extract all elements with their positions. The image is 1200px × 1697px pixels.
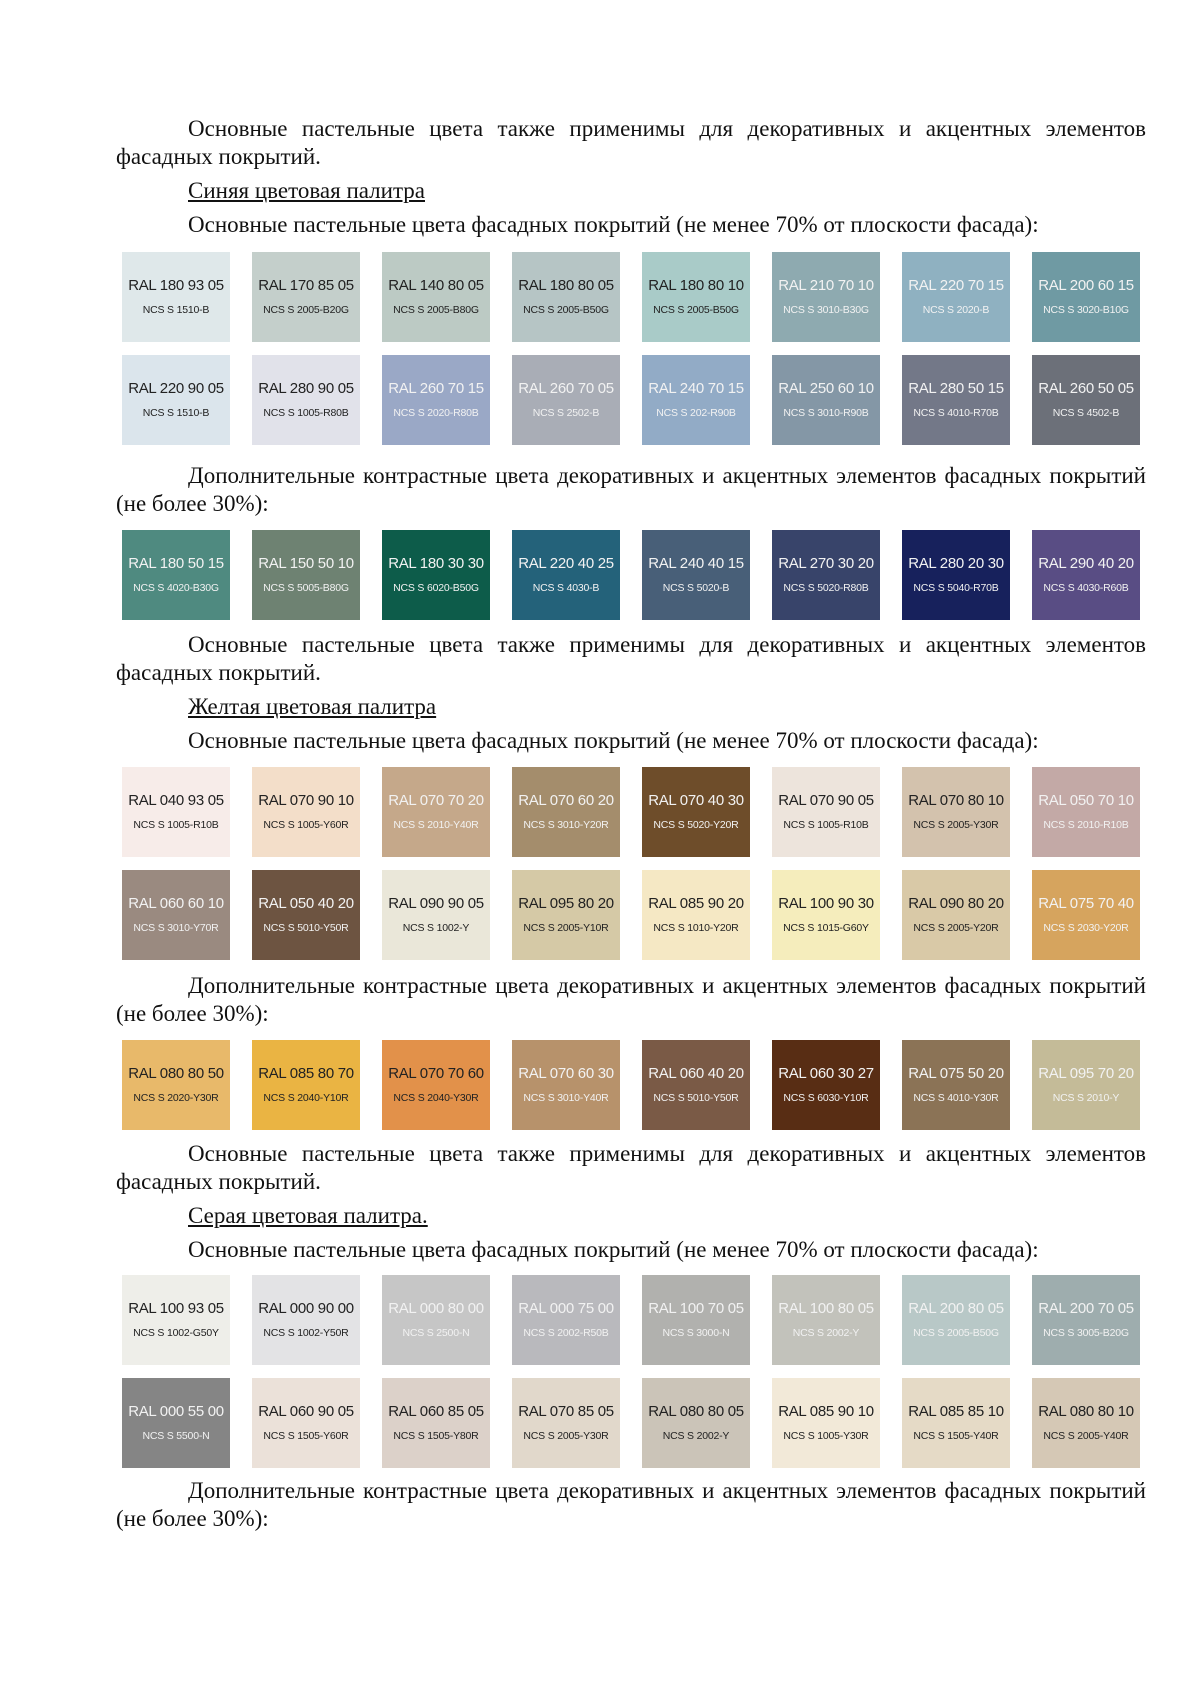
- color-swatch: [512, 1378, 620, 1468]
- swatch-ral-code: RAL 180 80 05: [518, 277, 614, 294]
- swatch-ral-code: RAL 170 85 05: [258, 277, 354, 294]
- swatch-ncs-code: NCS S 2002-Y: [662, 1430, 730, 1442]
- swatch-ral-code: RAL 210 70 10: [778, 277, 874, 294]
- swatch-row-grey-main-1: [122, 1275, 1142, 1375]
- color-swatch: [772, 1040, 880, 1130]
- swatch-ncs-code: NCS S 5010-Y50R: [263, 922, 349, 934]
- swatch-ncs-code: NCS S 6020-B50G: [393, 582, 479, 594]
- color-swatch: [772, 1378, 880, 1468]
- swatch-ncs-code: NCS S 5020-R80B: [783, 582, 869, 594]
- color-swatch: [1032, 252, 1140, 342]
- color-swatch: [512, 355, 620, 445]
- color-swatch: [512, 1040, 620, 1130]
- swatch-ral-code: RAL 080 80 10: [1038, 1403, 1134, 1420]
- swatch-ral-code: RAL 080 80 05: [648, 1403, 744, 1420]
- swatch-ncs-code: NCS S 2005-Y40R: [1043, 1430, 1129, 1442]
- swatch-ncs-code: NCS S 3010-Y40R: [523, 1092, 609, 1104]
- color-swatch: [902, 767, 1010, 857]
- swatch-ral-code: RAL 240 40 15: [648, 555, 744, 572]
- swatch-ncs-code: NCS S 1002-G50Y: [133, 1327, 219, 1339]
- swatch-ral-code: RAL 000 55 00: [128, 1403, 224, 1420]
- swatch-ral-code: RAL 100 93 05: [128, 1300, 224, 1317]
- swatch-ncs-code: NCS S 3020-B10G: [1043, 304, 1129, 316]
- color-swatch: [1032, 1378, 1140, 1468]
- swatch-ral-code: RAL 060 30 27: [778, 1065, 874, 1082]
- color-swatch: [642, 355, 750, 445]
- color-swatch: [1032, 530, 1140, 620]
- swatch-ncs-code: NCS S 3010-Y70R: [133, 922, 219, 934]
- swatch-ncs-code: NCS S 1015-G60Y: [783, 922, 869, 934]
- swatch-ncs-code: NCS S 1010-Y20R: [653, 922, 739, 934]
- swatch-ral-code: RAL 220 90 05: [128, 380, 224, 397]
- color-swatch: [252, 767, 360, 857]
- swatch-ral-code: RAL 070 40 30: [648, 792, 744, 809]
- swatch-ncs-code: NCS S 3005-B20G: [1043, 1327, 1129, 1339]
- swatch-ncs-code: NCS S 2010-Y40R: [393, 819, 479, 831]
- color-swatch: [252, 530, 360, 620]
- color-swatch: [122, 252, 230, 342]
- swatch-ncs-code: NCS S 2500-N: [402, 1327, 470, 1339]
- swatch-ral-code: RAL 060 85 05: [388, 1403, 484, 1420]
- swatch-ncs-code: NCS S 2005-Y30R: [913, 819, 999, 831]
- swatch-ral-code: RAL 075 50 20: [908, 1065, 1004, 1082]
- swatch-row-yellow-main-2: [122, 870, 1142, 970]
- swatch-ral-code: RAL 100 80 05: [778, 1300, 874, 1317]
- swatch-ncs-code: NCS S 1005-R80B: [263, 407, 349, 419]
- swatch-ncs-code: NCS S 3010-B30G: [783, 304, 869, 316]
- heading-blue-palette: Синяя цветовая палитра: [188, 178, 425, 203]
- swatch-ral-code: RAL 090 90 05: [388, 895, 484, 912]
- swatch-ral-code: RAL 040 93 05: [128, 792, 224, 809]
- swatch-ral-code: RAL 260 70 05: [518, 380, 614, 397]
- color-swatch: [902, 870, 1010, 960]
- swatch-ncs-code: NCS S 2010-R10B: [1043, 819, 1129, 831]
- swatch-ral-code: RAL 220 40 25: [518, 555, 614, 572]
- color-swatch: [772, 870, 880, 960]
- swatch-ncs-code: NCS S 1510-B: [142, 304, 210, 316]
- swatch-ral-code: RAL 070 80 10: [908, 792, 1004, 809]
- swatch-ncs-code: NCS S 4020-B30G: [133, 582, 219, 594]
- color-swatch: [642, 870, 750, 960]
- color-swatch: [252, 1040, 360, 1130]
- color-swatch: [252, 1378, 360, 1468]
- swatch-ral-code: RAL 200 80 05: [908, 1300, 1004, 1317]
- swatch-ncs-code: NCS S 2005-Y30R: [523, 1430, 609, 1442]
- paragraph-yellow-extra: Дополнительные контрастные цвета декоративных и акцентных элементов фасадных покрытий (не более 30%):: [116, 973, 1146, 1026]
- swatch-ncs-code: NCS S 2502-B: [532, 407, 600, 419]
- swatch-ncs-code: NCS S 1005-R10B: [783, 819, 869, 831]
- color-swatch: [642, 530, 750, 620]
- swatch-ral-code: RAL 280 90 05: [258, 380, 354, 397]
- swatch-ral-code: RAL 060 90 05: [258, 1403, 354, 1420]
- swatch-ral-code: RAL 260 70 15: [388, 380, 484, 397]
- swatch-ral-code: RAL 070 85 05: [518, 1403, 614, 1420]
- color-swatch: [252, 1275, 360, 1365]
- swatch-ral-code: RAL 070 90 10: [258, 792, 354, 809]
- swatch-ncs-code: NCS S 5020-Y20R: [653, 819, 739, 831]
- color-swatch: [1032, 870, 1140, 960]
- color-swatch: [382, 870, 490, 960]
- swatch-ral-code: RAL 200 60 15: [1038, 277, 1134, 294]
- color-swatch: [1032, 1275, 1140, 1365]
- swatch-ral-code: RAL 000 80 00: [388, 1300, 484, 1317]
- swatch-ncs-code: NCS S 4030-B: [532, 582, 600, 594]
- swatch-ncs-code: NCS S 5040-R70B: [913, 582, 999, 594]
- swatch-ral-code: RAL 180 80 10: [648, 277, 744, 294]
- color-swatch: [382, 1040, 490, 1130]
- color-swatch: [252, 355, 360, 445]
- swatch-row-grey-main-2: [122, 1378, 1142, 1478]
- paragraph-grey-extra: Дополнительные контрастные цвета декоративных и акцентных элементов фасадных покрытий (не более 30%):: [116, 1478, 1146, 1531]
- swatch-ral-code: RAL 270 30 20: [778, 555, 874, 572]
- paragraph-intro-yellow: Основные пастельные цвета также применимы для декоративных и акцентных элементов фасадных покрытий.: [116, 632, 1146, 685]
- swatch-ncs-code: NCS S 1005-R10B: [133, 819, 219, 831]
- swatch-ncs-code: NCS S 2020-R80B: [393, 407, 479, 419]
- swatch-ral-code: RAL 085 90 10: [778, 1403, 874, 1420]
- color-swatch: [382, 1275, 490, 1365]
- swatch-ncs-code: NCS S 5020-B: [662, 582, 730, 594]
- heading-yellow-palette: Желтая цветовая палитра: [188, 694, 437, 719]
- swatch-ral-code: RAL 180 50 15: [128, 555, 224, 572]
- swatch-ncs-code: NCS S 2040-Y10R: [263, 1092, 349, 1104]
- color-swatch: [772, 1275, 880, 1365]
- color-swatch: [1032, 355, 1140, 445]
- paragraph-blue-extra: Дополнительные контрастные цвета декоративных и акцентных элементов фасадных покрытий (не более 30%):: [116, 463, 1146, 516]
- swatch-ral-code: RAL 220 70 15: [908, 277, 1004, 294]
- swatch-ral-code: RAL 095 80 20: [518, 895, 614, 912]
- swatch-row-blue-main-1: [122, 252, 1142, 352]
- color-swatch: [382, 355, 490, 445]
- swatch-row-blue-extra: [122, 530, 1142, 630]
- color-swatch: [512, 530, 620, 620]
- swatch-ncs-code: NCS S 3000-N: [662, 1327, 730, 1339]
- swatch-ral-code: RAL 060 40 20: [648, 1065, 744, 1082]
- color-swatch: [772, 767, 880, 857]
- paragraph-intro-grey: Основные пастельные цвета также применимы для декоративных и акцентных элементов фасадных покрытий.: [116, 1141, 1146, 1194]
- swatch-ral-code: RAL 085 85 10: [908, 1403, 1004, 1420]
- color-swatch: [122, 870, 230, 960]
- swatch-ncs-code: NCS S 2002-R50B: [523, 1327, 609, 1339]
- swatch-ral-code: RAL 280 20 30: [908, 555, 1004, 572]
- color-swatch: [122, 1378, 230, 1468]
- swatch-ral-code: RAL 060 60 10: [128, 895, 224, 912]
- color-swatch: [1032, 767, 1140, 857]
- swatch-ncs-code: NCS S 1002-Y50R: [263, 1327, 349, 1339]
- swatch-ral-code: RAL 100 70 05: [648, 1300, 744, 1317]
- paragraph-intro-blue: Основные пастельные цвета также применимы для декоративных и акцентных элементов фасадных покрытий.: [116, 116, 1146, 169]
- color-swatch: [382, 530, 490, 620]
- swatch-ral-code: RAL 250 60 10: [778, 380, 874, 397]
- color-swatch: [122, 1275, 230, 1365]
- swatch-ncs-code: NCS S 2005-Y10R: [523, 922, 609, 934]
- swatch-ncs-code: NCS S 3010-R90B: [783, 407, 869, 419]
- swatch-ncs-code: NCS S 2005-B50G: [653, 304, 739, 316]
- swatch-ncs-code: NCS S 2030-Y20R: [1043, 922, 1129, 934]
- color-swatch: [902, 1040, 1010, 1130]
- swatch-ral-code: RAL 085 90 20: [648, 895, 744, 912]
- color-swatch: [902, 530, 1010, 620]
- swatch-ncs-code: NCS S 5005-B80G: [263, 582, 349, 594]
- swatch-ral-code: RAL 260 50 05: [1038, 380, 1134, 397]
- swatch-ral-code: RAL 070 60 20: [518, 792, 614, 809]
- swatch-ncs-code: NCS S 202-R90B: [656, 407, 736, 419]
- swatch-ral-code: RAL 000 75 00: [518, 1300, 614, 1317]
- color-swatch: [382, 252, 490, 342]
- swatch-row-yellow-main-1: [122, 767, 1142, 867]
- color-swatch: [902, 1378, 1010, 1468]
- heading-grey-palette: Серая цветовая палитра.: [188, 1203, 428, 1228]
- swatch-ral-code: RAL 070 70 60: [388, 1065, 484, 1082]
- swatch-ral-code: RAL 290 40 20: [1038, 555, 1134, 572]
- swatch-ral-code: RAL 070 90 05: [778, 792, 874, 809]
- color-swatch: [512, 1275, 620, 1365]
- swatch-ncs-code: NCS S 1002-Y: [402, 922, 470, 934]
- swatch-ral-code: RAL 075 70 40: [1038, 895, 1134, 912]
- swatch-ral-code: RAL 070 60 30: [518, 1065, 614, 1082]
- swatch-ral-code: RAL 180 93 05: [128, 277, 224, 294]
- swatch-row-blue-main-2: [122, 355, 1142, 455]
- swatch-ncs-code: NCS S 1505-Y40R: [913, 1430, 999, 1442]
- swatch-ncs-code: NCS S 2005-Y20R: [913, 922, 999, 934]
- swatch-ral-code: RAL 140 80 05: [388, 277, 484, 294]
- swatch-ral-code: RAL 200 70 05: [1038, 1300, 1134, 1317]
- swatch-ral-code: RAL 090 80 20: [908, 895, 1004, 912]
- swatch-ncs-code: NCS S 2040-Y30R: [393, 1092, 479, 1104]
- swatch-ncs-code: NCS S 2005-B80G: [393, 304, 479, 316]
- swatch-ncs-code: NCS S 4502-B: [1052, 407, 1120, 419]
- color-swatch: [642, 1275, 750, 1365]
- swatch-ral-code: RAL 050 70 10: [1038, 792, 1134, 809]
- swatch-ral-code: RAL 180 30 30: [388, 555, 484, 572]
- swatch-ncs-code: NCS S 2005-B20G: [263, 304, 349, 316]
- color-swatch: [512, 870, 620, 960]
- color-swatch: [642, 767, 750, 857]
- swatch-ral-code: RAL 000 90 00: [258, 1300, 354, 1317]
- color-swatch: [642, 1040, 750, 1130]
- swatch-ncs-code: NCS S 4010-R70B: [913, 407, 999, 419]
- color-swatch: [772, 252, 880, 342]
- paragraph-blue-main: Основные пастельные цвета фасадных покрытий (не менее 70% от плоскости фасада):: [188, 212, 1039, 237]
- swatch-ncs-code: NCS S 2002-Y: [792, 1327, 860, 1339]
- swatch-ncs-code: NCS S 1510-B: [142, 407, 210, 419]
- swatch-ncs-code: NCS S 5500-N: [142, 1430, 210, 1442]
- color-swatch: [122, 1040, 230, 1130]
- swatch-ncs-code: NCS S 1505-Y60R: [263, 1430, 349, 1442]
- color-swatch: [642, 1378, 750, 1468]
- swatch-ncs-code: NCS S 4030-R60B: [1043, 582, 1129, 594]
- swatch-ral-code: RAL 085 80 70: [258, 1065, 354, 1082]
- color-swatch: [382, 1378, 490, 1468]
- color-swatch: [902, 355, 1010, 445]
- swatch-ncs-code: NCS S 2020-Y30R: [133, 1092, 219, 1104]
- swatch-ral-code: RAL 080 80 50: [128, 1065, 224, 1082]
- swatch-ral-code: RAL 050 40 20: [258, 895, 354, 912]
- swatch-ncs-code: NCS S 1005-Y30R: [783, 1430, 869, 1442]
- paragraph-grey-main: Основные пастельные цвета фасадных покрытий (не менее 70% от плоскости фасада):: [188, 1237, 1039, 1262]
- swatch-ncs-code: NCS S 2005-B50G: [523, 304, 609, 316]
- swatch-ncs-code: NCS S 2005-B50G: [913, 1327, 999, 1339]
- swatch-ral-code: RAL 280 50 15: [908, 380, 1004, 397]
- color-swatch: [902, 1275, 1010, 1365]
- color-swatch: [382, 767, 490, 857]
- swatch-row-yellow-extra: [122, 1040, 1142, 1140]
- paragraph-yellow-main: Основные пастельные цвета фасадных покрытий (не менее 70% от плоскости фасада):: [188, 728, 1039, 753]
- color-swatch: [1032, 1040, 1140, 1130]
- color-swatch: [252, 252, 360, 342]
- color-swatch: [252, 870, 360, 960]
- color-swatch: [902, 252, 1010, 342]
- swatch-ncs-code: NCS S 1505-Y80R: [393, 1430, 479, 1442]
- color-swatch: [122, 530, 230, 620]
- color-swatch: [122, 355, 230, 445]
- color-swatch: [512, 767, 620, 857]
- color-swatch: [642, 252, 750, 342]
- swatch-ncs-code: NCS S 2010-Y: [1052, 1092, 1120, 1104]
- swatch-ral-code: RAL 240 70 15: [648, 380, 744, 397]
- swatch-ncs-code: NCS S 4010-Y30R: [913, 1092, 999, 1104]
- color-swatch: [122, 767, 230, 857]
- swatch-ncs-code: NCS S 2020-B: [922, 304, 990, 316]
- swatch-ncs-code: NCS S 3010-Y20R: [523, 819, 609, 831]
- color-swatch: [772, 355, 880, 445]
- swatch-ral-code: RAL 070 70 20: [388, 792, 484, 809]
- swatch-ncs-code: NCS S 6030-Y10R: [783, 1092, 869, 1104]
- swatch-ral-code: RAL 150 50 10: [258, 555, 354, 572]
- color-swatch: [772, 530, 880, 620]
- swatch-ncs-code: NCS S 1005-Y60R: [263, 819, 349, 831]
- swatch-ncs-code: NCS S 5010-Y50R: [653, 1092, 739, 1104]
- swatch-ral-code: RAL 095 70 20: [1038, 1065, 1134, 1082]
- color-swatch: [512, 252, 620, 342]
- swatch-ral-code: RAL 100 90 30: [778, 895, 874, 912]
